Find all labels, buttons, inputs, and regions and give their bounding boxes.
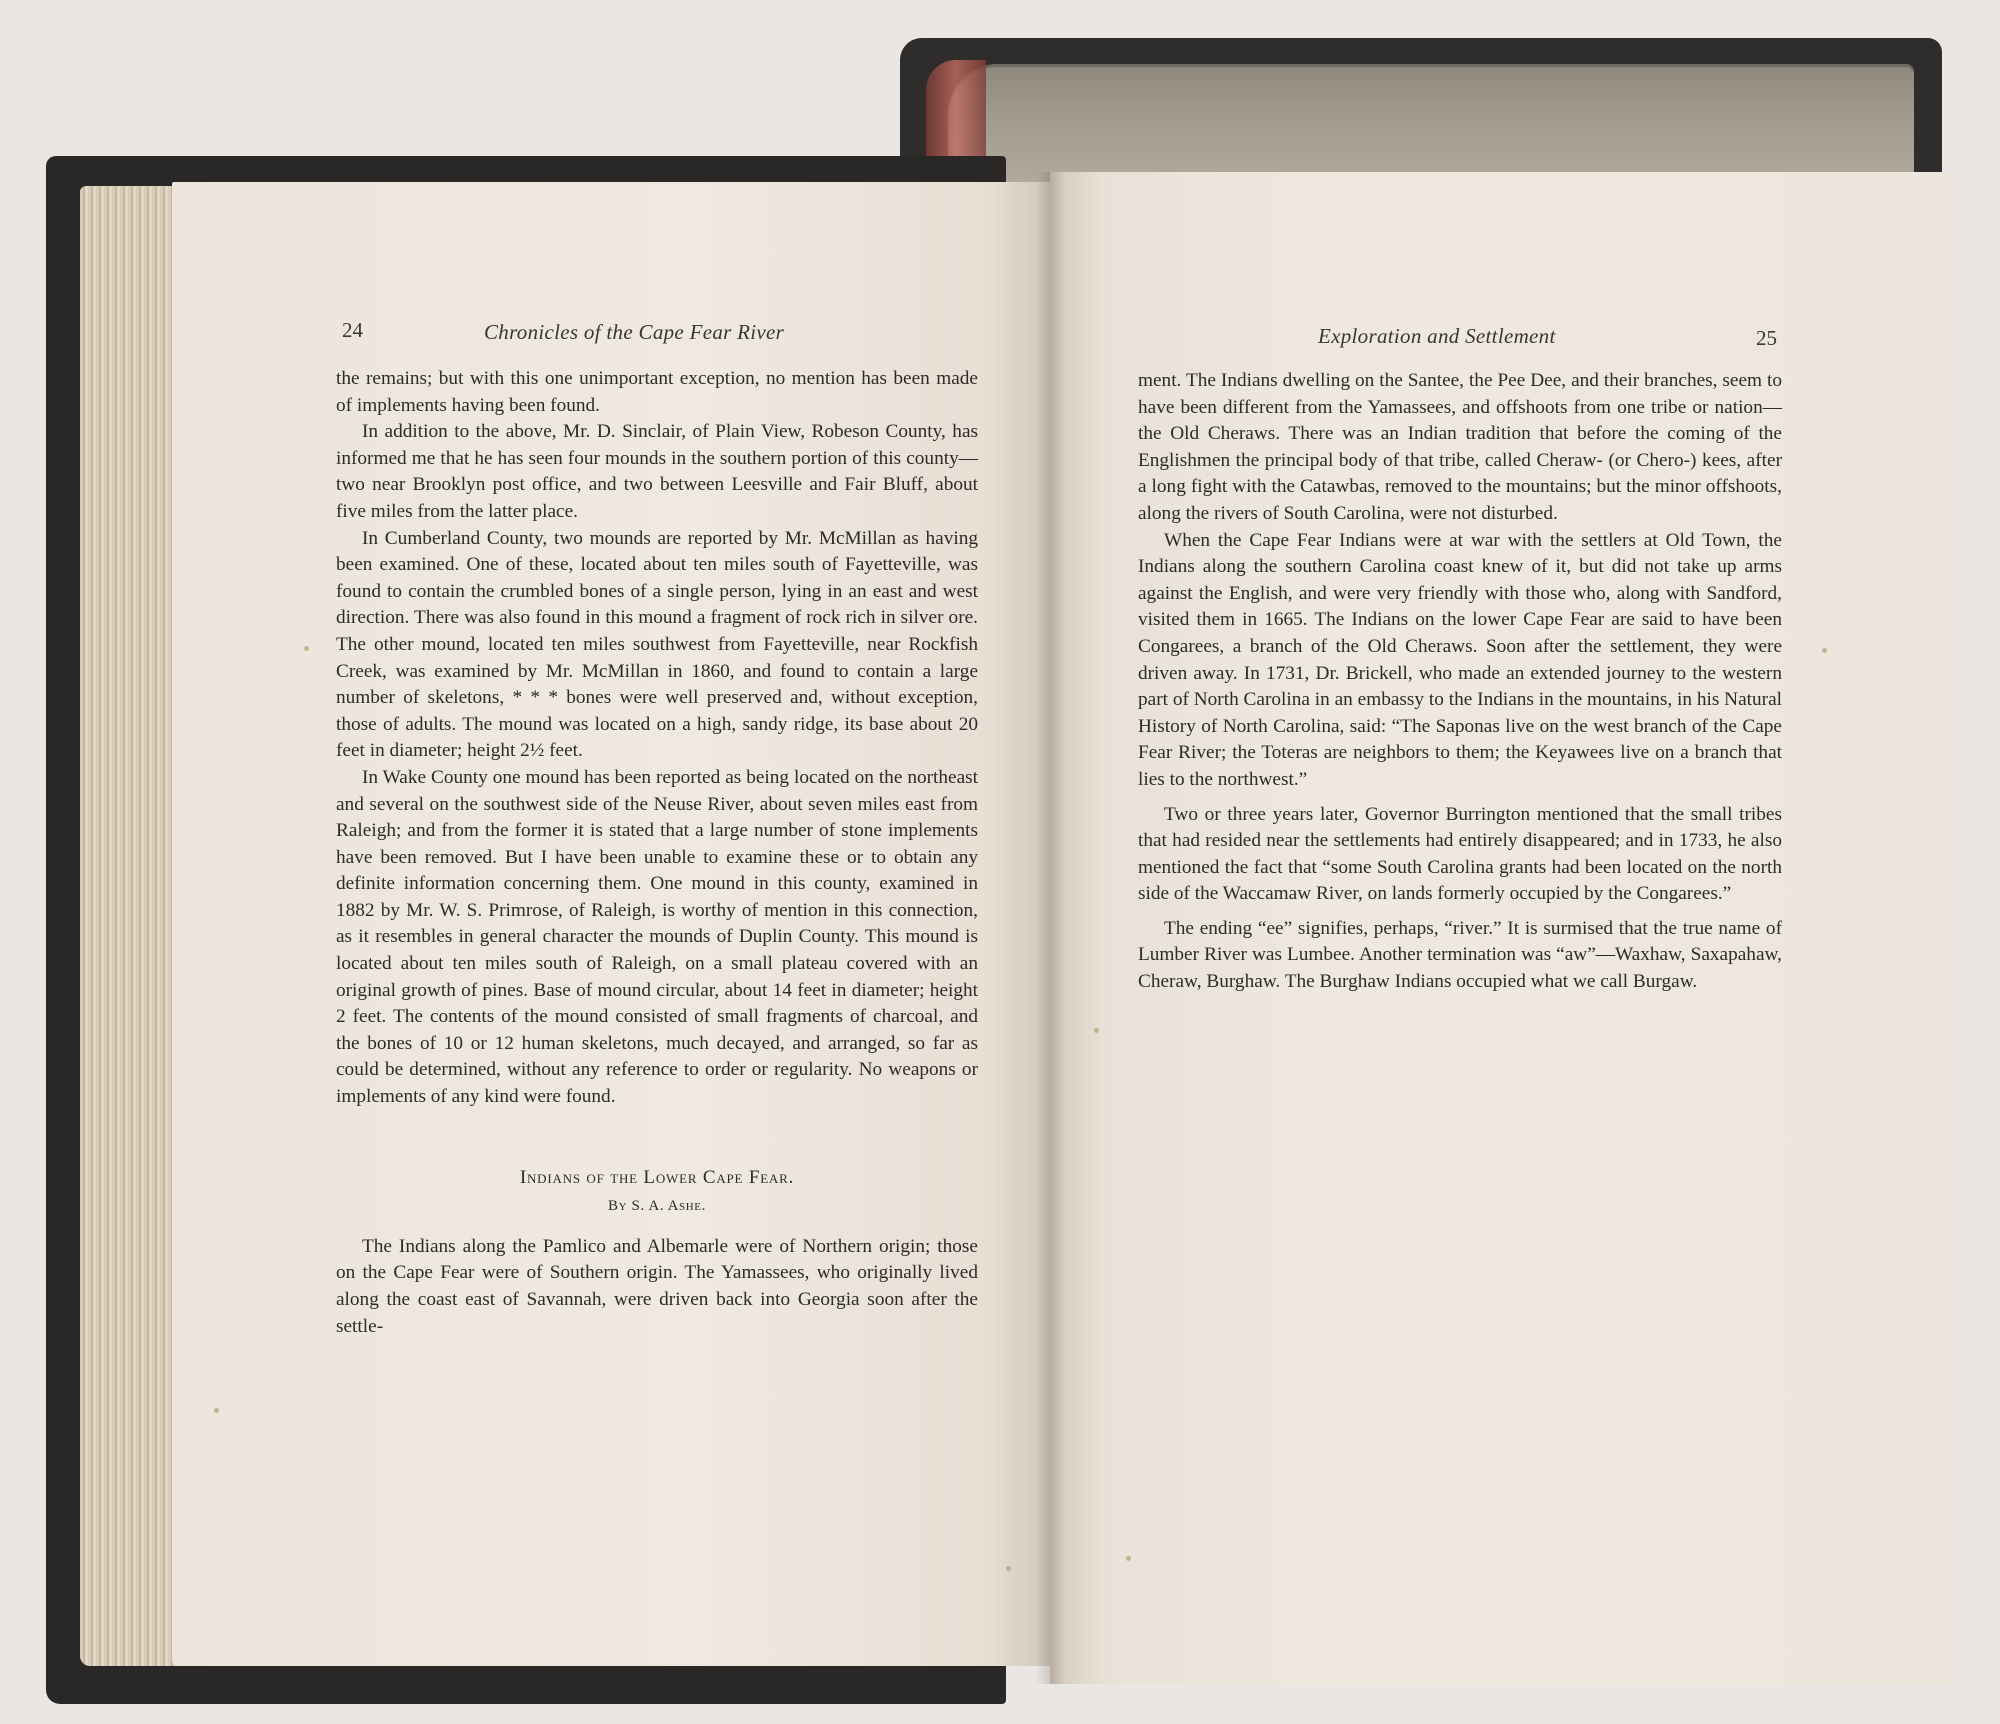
foxing-speck — [1126, 1556, 1131, 1561]
left-page-text — [336, 366, 978, 1340]
paragraph: The Indians along the Pamlico and Albemarle were of Northern origin; those on the Cape Fear were of Southern origin. The Yamassees, who originally lived along the coast east of Savannah, were driven back into Georgia soon after the settle- — [336, 1235, 978, 1337]
foxing-speck — [1006, 1566, 1011, 1571]
paragraph: The ending “ee” signifies, perhaps, “river.” It is surmised that the true name of Lumber River was Lumbee. Another termination was “aw”—Waxhaw, Saxapahaw, Cheraw, Burghaw. The Burghaw Indians occupied what we call Burgaw. — [1138, 917, 1782, 993]
foxing-speck — [1822, 648, 1827, 653]
page-fore-edge — [80, 186, 180, 1666]
paragraph: the remains; but with this one unimportant exception, no mention has been made of implements having been found. — [336, 368, 978, 416]
foxing-speck — [214, 1408, 219, 1413]
right-page-number: 25 — [1756, 326, 1777, 350]
left-running-head: Chronicles of the Cape Fear River — [484, 320, 785, 344]
paragraph: Two or three years later, Governor Burrington mentioned that the small tribes that had resided near the settlements had entirely disappeared; and in 1733, he also mentioned the fact that “some South Carolina grants had been located on the north side of the Waccamaw River, on lands formerly occupied by the Congarees.” — [1138, 803, 1782, 905]
section-byline: By S. A. Ashe. — [608, 1198, 706, 1215]
section-heading: Indians of the Lower Cape Fear. — [519, 1166, 795, 1188]
foxing-speck — [304, 646, 309, 651]
paragraph: In Cumberland County, two mounds are reported by Mr. McMillan as having been examined. One of these, located about ten miles south of Fayetteville, was found to contain the crumbled bones of a single person, lying in an east and west direction. There was also found in this mound a fragment of rock rich in silver ore. The other mound, located ten miles southwest from Fayetteville, near Rockfish Creek, was examined by Mr. McMillan in 1860, and found to contain a large number of skeletons, * * * bones were well preserved and, without exception, those of adults. The mound was located on a high, sandy ridge, its base about 20 feet in diameter; height 2½ feet. — [336, 527, 978, 762]
paragraph: ment. The Indians dwelling on the Santee, the Pee Dee, and their branches, seem to have been different from the Yamassees, and offshoots from one tribe or nation—the Old Cheraws. There was an Indian tradition that before the coming of the Englishmen the principal body of that tribe, called Cheraw- (or Chero-) kees, after a long fight with the Catawbas, removed to the mountains; but the minor offshoots, along the rivers of South Carolina, were not disturbed. — [1138, 370, 1782, 524]
left-page-number: 24 — [342, 318, 363, 342]
paragraph: In addition to the above, Mr. D. Sinclair, of Plain View, Robeson County, has informed me that he has seen four mounds in the southern portion of this county—two near Brooklyn post office, and two between Leesville and Fair Bluff, about five miles from the latter place. — [336, 421, 978, 522]
paragraph: In Wake County one mound has been reported as being located on the northeast and several on the southwest side of the Neuse River, about seven miles east from Raleigh; and from the former it is stated that a large number of stone implements have been removed. But I have been unable to examine these or to obtain any definite information concerning them. One mound in this county, examined in 1882 by Mr. W. S. Primrose, of Raleigh, is worthy of mention in this connection, as it resembles in general character the mounds of Duplin County. This mound is located about ten miles south of Raleigh, on a small plateau covered with an original growth of pines. Base of mound circular, about 14 feet in diameter; height 2 feet. The contents of the mound consisted of small fragments of charcoal, and the bones of 10 or 12 human skeletons, much decayed, and arranged, so far as could be determined, without any reference to order or regularity. No weapons or implements of any kind were found. — [336, 766, 978, 1108]
paragraph: When the Cape Fear Indians were at war with the settlers at Old Town, the Indians along the southern Carolina coast knew of it, but did not take up arms against the English, and were very friendly with those who, along with Sandford, visited them in 1665. The Indians on the lower Cape Fear are said to have been Congarees, a branch of the Old Cheraws. Soon after the settlement, they were driven away. In 1731, Dr. Brickell, who made an extended journey to the western part of North Carolina in an embassy to the Indians in the mountains, in his Natural History of North Carolina, said: “The Saponas live on the west branch of the Cape Fear River; the Toteras are neighbors to them; the Keyawees live on a branch that lies to the northwest.” — [1138, 529, 1782, 790]
gutter — [1036, 172, 1066, 1684]
right-running-head: Exploration and Settlement — [1318, 324, 1556, 348]
right-page-text — [1138, 368, 1782, 996]
foxing-speck — [1094, 1028, 1099, 1033]
